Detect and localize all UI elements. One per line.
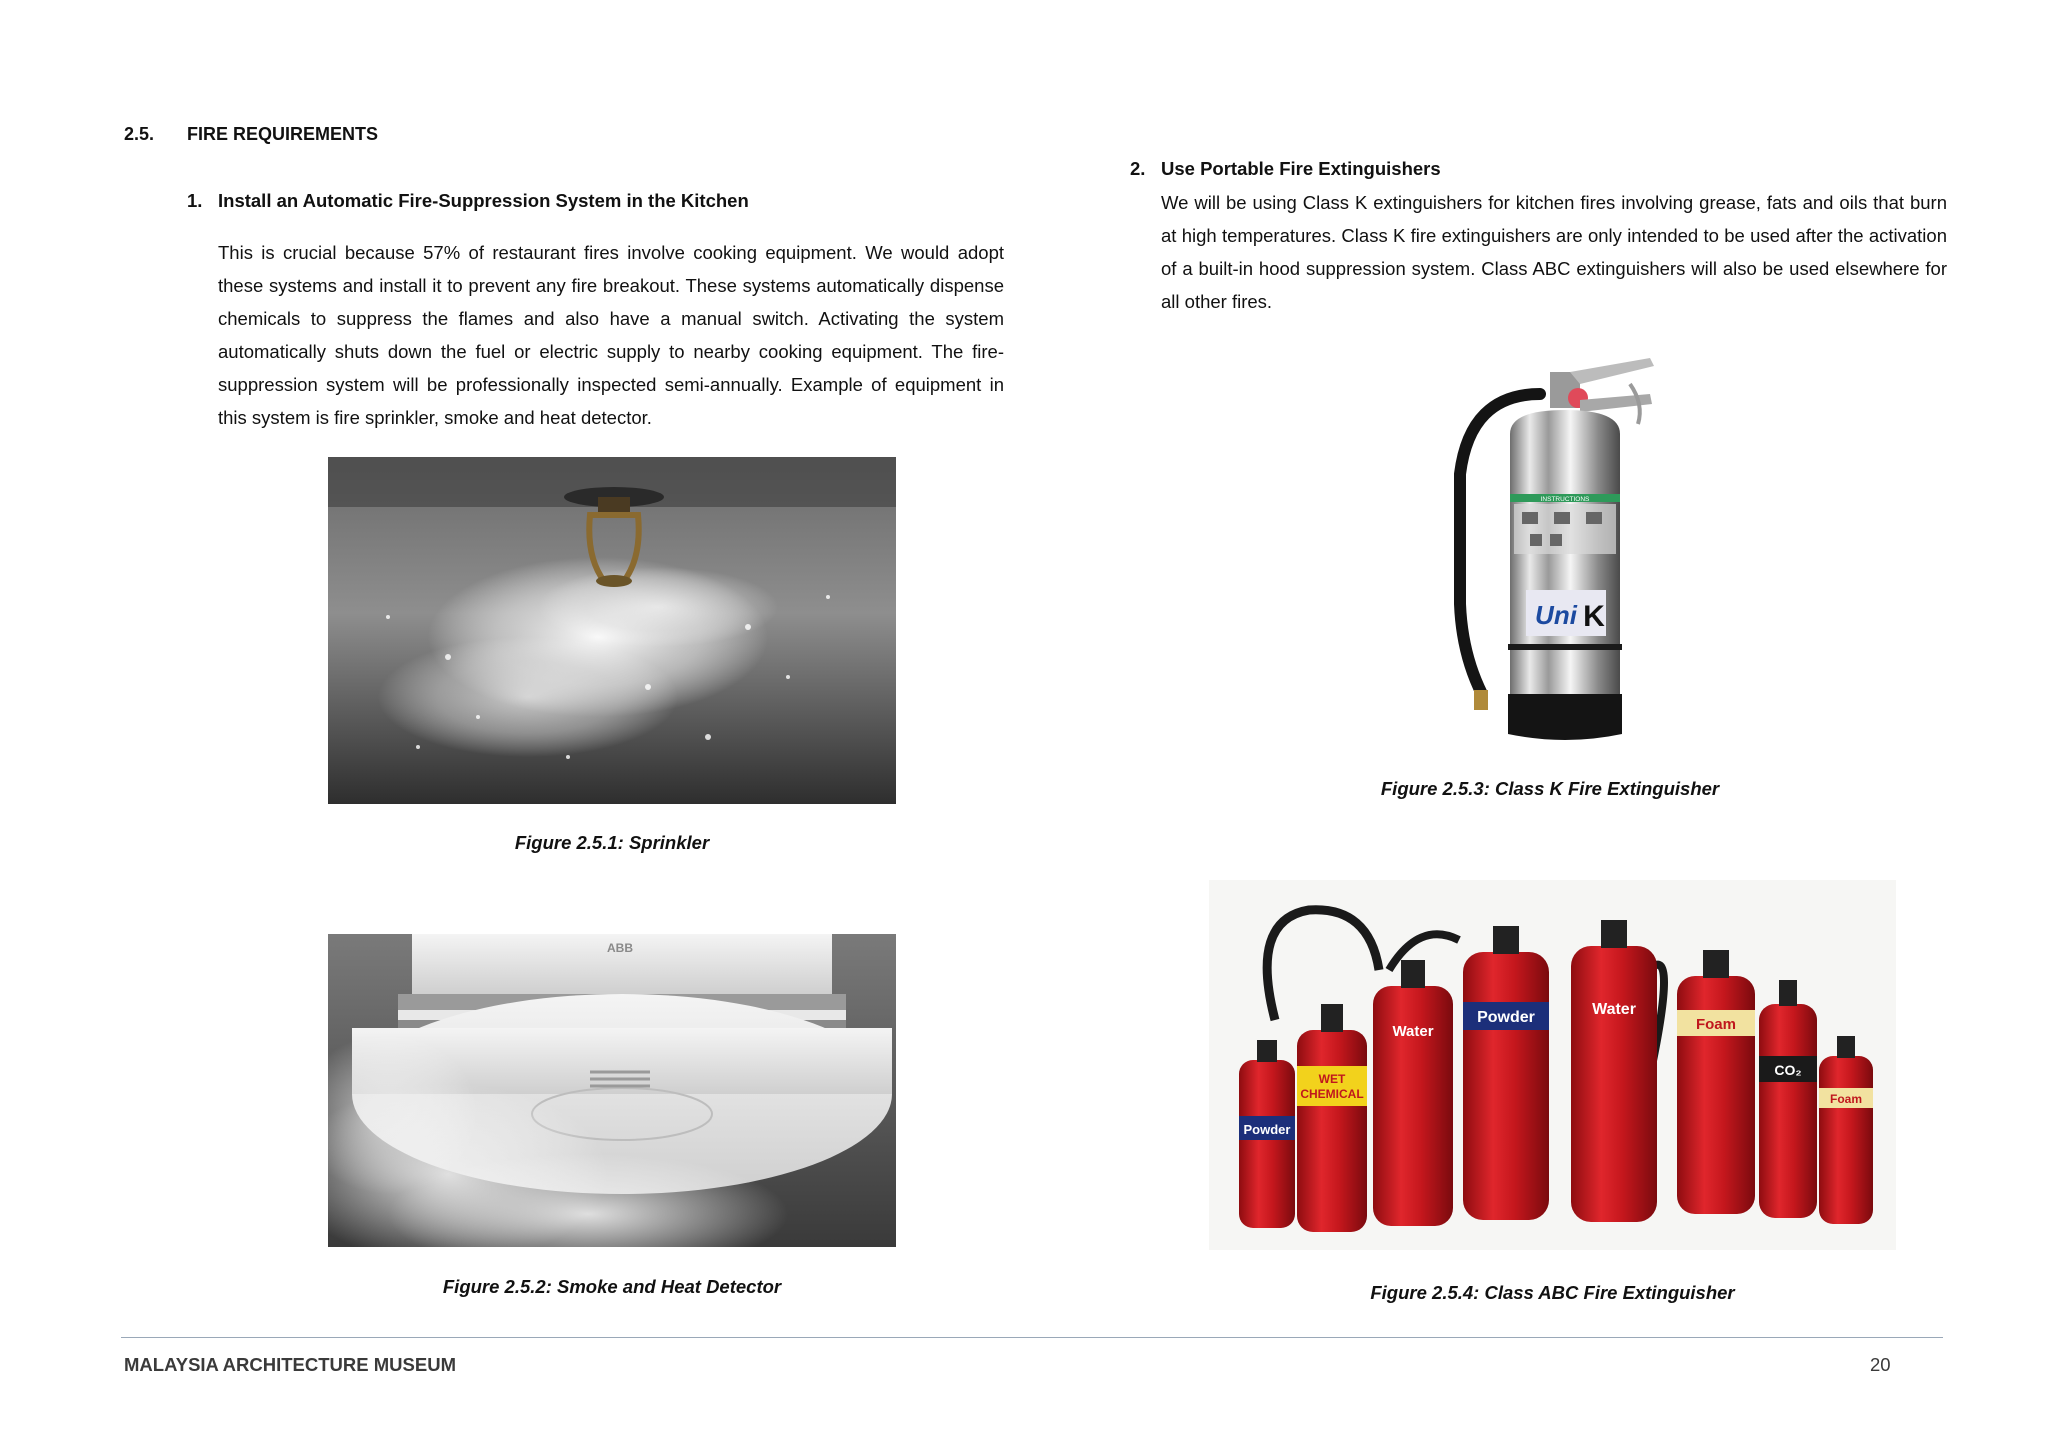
extinguisher-foam-small [1819,1036,1873,1224]
page-number: 20 [1870,1354,1891,1375]
fig4-caption: Figure 2.5.4: Class ABC Fire Extinguisher [1370,1282,1735,1303]
extinguisher-foam-large [1677,950,1755,1214]
classk-brand-k: K [1583,600,1605,633]
label-co2: CO₂ [1774,1062,1802,1078]
item1-body: This is crucial because 57% of restaurant fires involve cooking equipment. We would adopt these systems and install it to prevent any fire breakout. These systems automatically dispense chemicals to suppress the flames and also have a manual switch. Activating the system automatically shuts down the fuel or electric supply to nearby cooking equipment. The fire-suppression system will be professionally inspected semi-annually. Example of equipment in this system is fire sprinkler, smoke and heat detector. [218,242,1004,428]
section-title: FIRE REQUIREMENTS [187,124,379,144]
label-foam-1: Foam [1695,1016,1737,1033]
fig3-caption: Figure 2.5.3: Class K Fire Extinguisher [1380,778,1720,799]
extinguisher-water-1 [1373,960,1453,1226]
class-abc-extinguishers-image [1209,880,1896,1250]
sprinkler-image [328,457,896,804]
label-chemical: CHEMICAL [1300,1087,1364,1101]
extinguisher-powder-large [1463,926,1549,1220]
item1-number: 1. [187,190,203,211]
item2-body: We will be using Class K extinguishers for kitchen fires involving grease, fats and oils that burn at high temperatures. Class K fire extinguishers are only intended to be used after the activation of a built-in hood suppression system. Class ABC extinguishers will also be used elsewhere for all other fires. [1161,192,1947,312]
label-powder-2: Powder [1477,1009,1535,1026]
classk-instructions-text: INSTRUCTIONS [1540,496,1590,503]
footer-title: MALAYSIA ARCHITECTURE MUSEUM [124,1354,456,1375]
item2-number: 2. [1130,158,1146,179]
item1-heading [187,190,749,212]
smoke-detector-image [328,934,896,1247]
label-water-2: Water [1592,1001,1636,1018]
label-powder-1: Powder [1243,1122,1291,1137]
extinguisher-wet-chemical [1297,1004,1367,1232]
label-wet: WET [1318,1072,1346,1086]
footer-divider [121,1337,1943,1338]
label-foam-2: Foam [1829,1092,1863,1106]
item2-heading [1130,158,1441,180]
section-number: 2.5. [124,124,155,144]
detector-brand-text: ABB [607,941,633,955]
fig1-caption: Figure 2.5.1: Sprinkler [514,832,710,853]
extinguisher-powder-small [1239,1040,1295,1228]
extinguisher-water-2 [1571,920,1657,1222]
label-water-1: Water [1392,1023,1434,1040]
classk-brand-uni: Uni [1535,600,1577,630]
item1-title: Install an Automatic Fire-Suppression System in the Kitchen [218,190,749,211]
class-k-extinguisher-image [1430,354,1670,750]
item2-title: Use Portable Fire Extinguishers [1161,158,1441,179]
extinguisher-co2 [1759,980,1817,1218]
fig2-caption: Figure 2.5.2: Smoke and Heat Detector [442,1276,782,1297]
